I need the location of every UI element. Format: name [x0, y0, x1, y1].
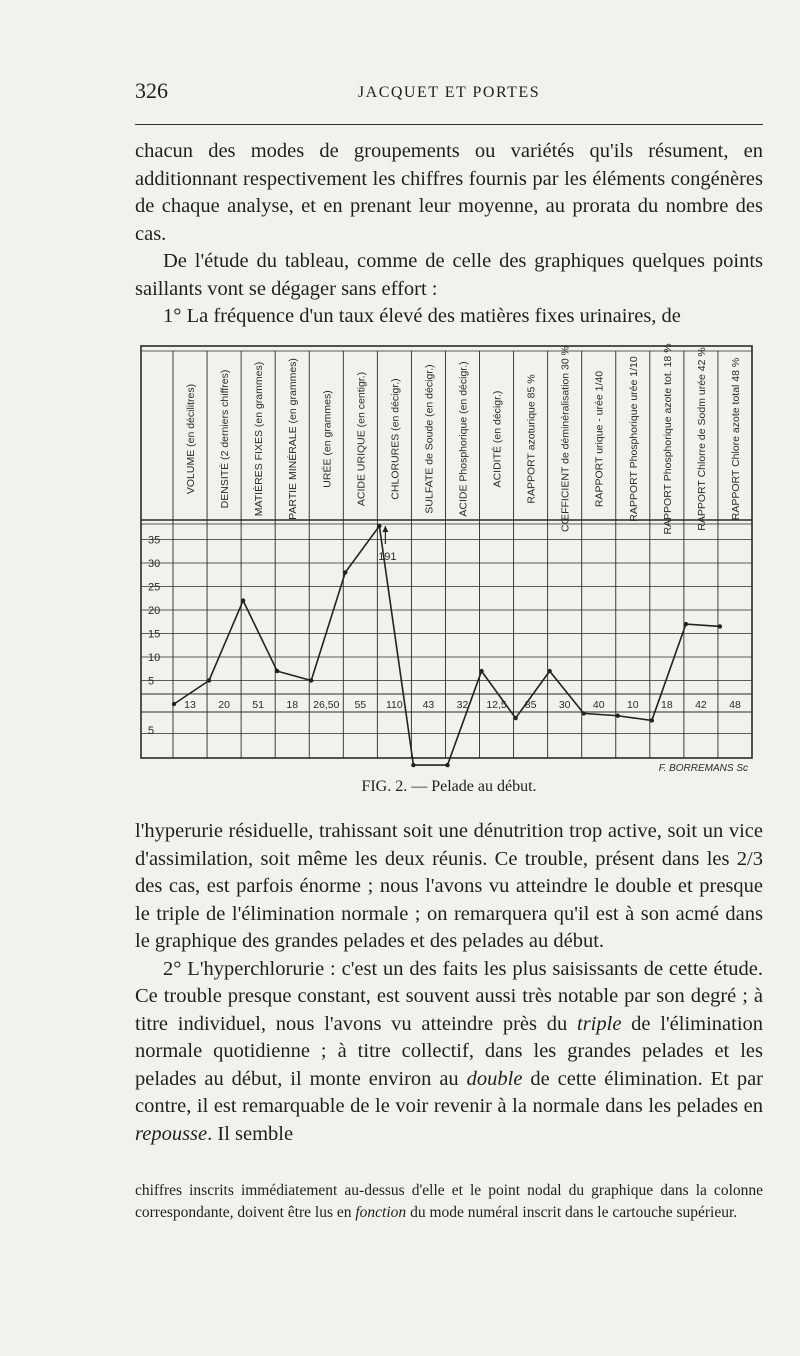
data-point	[616, 714, 620, 718]
column-header-label: CHLORURES (en décigr.)	[389, 378, 402, 500]
data-point	[650, 718, 654, 722]
paragraph-text: . Il semble	[207, 1122, 294, 1145]
column-header-label: RAPPORT Chlorre de Sodm urée 42 %	[695, 347, 708, 531]
figure-graph	[140, 338, 760, 778]
y-tick-label: 20	[148, 605, 161, 617]
header-rule	[135, 124, 763, 125]
paragraph-text: de cette élimination. Et par contre, il est remarquable de le voir revenir à la normale dans les pelades en	[135, 1067, 764, 1117]
body-text-bottom	[135, 818, 763, 1148]
normal-value-label: 12,5	[486, 699, 507, 711]
y-tick-label: 5	[148, 675, 155, 688]
emphasis-double: double	[466, 1067, 523, 1090]
emphasis-repousse: repousse	[135, 1122, 208, 1145]
column-header-label: PARTIE MINÉRALE (en grammes)	[287, 358, 300, 520]
normal-value-label: 18	[286, 699, 299, 711]
engraver-signature: F. BORREMANS Sc	[658, 763, 748, 774]
page-header	[135, 78, 763, 118]
paragraph	[135, 956, 763, 1149]
column-header-label: RAPPORT Phosphorique azote tot. 18 %	[661, 343, 674, 535]
normal-value-label: 55	[354, 699, 367, 711]
normal-value-label: 26,50	[313, 699, 340, 711]
y-tick-label: 5	[148, 724, 155, 737]
column-header-label: RAPPORT azoturique 85 %	[525, 374, 538, 504]
normal-value-label: 13	[184, 699, 196, 711]
normal-value-label: 110	[386, 699, 403, 711]
y-tick-label: 15	[148, 628, 161, 641]
peak-annotation: 191	[378, 551, 397, 563]
column-header-label: MATIÈRES FIXES (en grammes)	[253, 361, 266, 517]
paragraph-text: de l'élimination normale quotidienne ; à titre collectif, dans les grandes pelades et les pelades au début, il monte environ au	[135, 1012, 764, 1090]
data-point	[479, 669, 483, 673]
y-tick-label: 25	[148, 581, 161, 594]
column-header-label: URÉE (en grammes)	[321, 390, 334, 488]
normal-value-label: 43	[422, 699, 435, 711]
data-point	[172, 702, 176, 706]
data-point	[547, 669, 551, 673]
paragraph: 1° La fréquence d'un taux élevé des matières fixes urinaires, de	[163, 305, 681, 327]
body-text-top	[135, 138, 763, 331]
footnote-text	[135, 1180, 763, 1224]
y-tick-label: 35	[148, 534, 161, 547]
column-header-label: CŒFFICIENT de déminéralisation 30 %	[559, 346, 572, 532]
normal-value-label: 85	[524, 699, 537, 711]
column-header-label: ACIDE URIQUE (en centigr.)	[355, 371, 368, 507]
urine-analysis-chart	[140, 338, 760, 778]
column-header-label: ACIDE Phosphorique (en décigr.)	[457, 361, 470, 517]
paragraph: De l'étude du tableau, comme de celle des graphiques quelques points saillants vont se dégager sans effort :	[135, 250, 763, 300]
data-series-line	[174, 526, 720, 765]
column-header-label: RAPPORT Chlore azote total 48 %	[729, 357, 742, 521]
emphasis-triple: triple	[577, 1012, 622, 1035]
page-number: 326	[135, 78, 168, 103]
data-point	[411, 763, 415, 767]
column-header-label: SULFATE de Soude (en décigr.)	[423, 364, 436, 514]
normal-value-label: 10	[626, 699, 639, 711]
y-tick-label: 10	[148, 652, 161, 664]
normal-value-label: 48	[729, 699, 741, 711]
footnote-part: chiffres inscrits immédiatement au-dessus d'elle et le point nodal du graphique dans la colonne correspondante, doivent être lus en	[135, 1182, 763, 1221]
data-point	[309, 678, 313, 682]
data-point	[582, 711, 586, 715]
data-point	[275, 669, 279, 673]
data-point	[377, 524, 381, 528]
running-title: JACQUET ET PORTES	[357, 84, 541, 101]
paragraph: chacun des modes de groupements ou variétés qu'ils résument, en additionnant respectivement les chiffres fournis par les éléments congénères de chaque analyse, et en prenant leur moyenne, au prorata du nombre des cas.	[135, 140, 763, 245]
normal-value-label: 32	[456, 699, 469, 711]
footnote-emphasis: fonction	[355, 1204, 407, 1221]
column-header-label: RAPPORT Phosphorique urée 1/10	[627, 356, 640, 522]
paragraph-text: 2° L'hyperchlorurie : c'est un des faits les plus saisissants de cette étude. Ce trouble presque constant, est souvent aussi très notable par son degré ; à titre individuel, nous l'avons vu atteindre près du	[135, 957, 763, 1035]
column-header-label: VOLUME (en décilitres)	[185, 383, 198, 495]
paragraph: l'hyperurie résiduelle, trahissant soit une dénutrition trop active, soit un vice d'assimilation, soit même les deux réunis. Ce trouble, présent dans les 2/3 des cas, est parfois énorme ; nous l'avons vu atteindre le double et presque le triple de l'élimination normale ; on remarquera qu'il est à son acmé dans le graphique des grandes pelades et des pelades au début.	[135, 820, 763, 952]
normal-value-label: 18	[661, 699, 673, 711]
data-point	[718, 624, 722, 628]
data-point	[241, 598, 245, 602]
data-point	[513, 716, 517, 720]
data-point	[207, 678, 211, 682]
footnote-part: du mode numéral inscrit dans le cartouche supérieur.	[410, 1204, 738, 1221]
normal-value-label: 20	[218, 699, 230, 711]
column-header-label: ACIDITÉ (en décigr.)	[491, 390, 504, 488]
figure-caption: FIG. 2. — Pelade au début.	[361, 778, 537, 795]
peak-arrow-head	[382, 526, 388, 532]
y-tick-label: 30	[148, 558, 161, 570]
column-header-label: DENSITÉ (2 derniers chiffres)	[219, 369, 232, 509]
normal-value-label: 40	[592, 699, 605, 711]
normal-value-label: 51	[252, 699, 264, 711]
data-point	[343, 570, 347, 574]
data-point	[445, 763, 449, 767]
data-point	[684, 622, 688, 626]
footnote	[135, 1180, 763, 1224]
normal-value-label: 42	[695, 699, 707, 711]
normal-value-label: 30	[558, 699, 571, 711]
column-header-label: RAPPORT urique - urée 1/40	[593, 370, 606, 508]
